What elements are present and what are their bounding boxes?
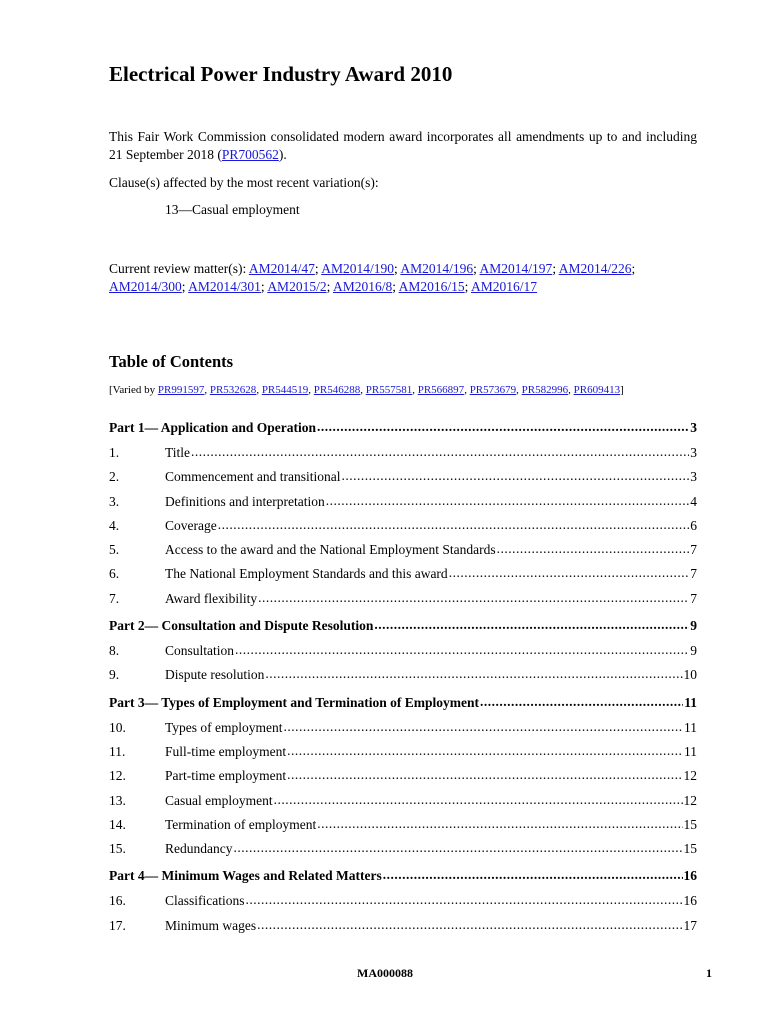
toc-leader-dots: [374, 617, 689, 633]
toc-leader-dots: [235, 642, 689, 658]
toc-item-number: 9.: [109, 667, 120, 683]
toc-item-label: The National Employment Standards and this award: [165, 566, 448, 582]
toc-item-row[interactable]: [109, 793, 697, 817]
toc-item-number: 15.: [109, 841, 126, 857]
toc-page-number: 16: [683, 893, 697, 909]
toc-item-row[interactable]: [109, 667, 697, 691]
varied-link[interactable]: PR532628: [209, 384, 257, 396]
toc-item-row[interactable]: [109, 445, 697, 469]
link-separator: ;: [552, 261, 559, 276]
toc-leader-dots: [258, 590, 689, 606]
varied-link[interactable]: PR609413: [573, 384, 621, 396]
toc-part-label: Part 3— Types of Employment and Termination of Employment: [109, 694, 480, 710]
toc-page-number: 10: [683, 667, 697, 683]
toc-leader-dots: [265, 666, 682, 682]
toc-item-label: Full-time employment: [165, 743, 287, 759]
toc-item-number: 3.: [109, 493, 120, 509]
toc-page-number: 11: [684, 743, 697, 759]
toc-part-row[interactable]: [109, 618, 697, 643]
footer-page-number: 1: [706, 966, 712, 980]
intro-text: This Fair Work Commission consolidated modern award incorporates all amendments up to and including 21 September 2018 (: [109, 129, 697, 162]
toc-page-number: 15: [683, 841, 697, 857]
link-separator: ;: [392, 279, 399, 294]
varied-link[interactable]: PR566897: [417, 384, 465, 396]
link-separator: ;: [464, 279, 472, 294]
toc-item-label: Casual employment: [165, 792, 273, 808]
toc-item-row[interactable]: [109, 542, 697, 566]
toc-item-row[interactable]: [109, 518, 697, 542]
intro-paragraph: [109, 128, 697, 164]
toc-item-row[interactable]: [109, 817, 697, 841]
toc-page-number: 4: [690, 493, 697, 509]
affected-clause: 13—Casual employment: [165, 202, 300, 217]
review-matters: [109, 260, 697, 296]
link-separator: ,: [308, 384, 314, 396]
varied-link[interactable]: PR557581: [365, 384, 413, 396]
toc-item-number: 12.: [109, 768, 126, 784]
toc-leader-dots: [246, 892, 683, 908]
toc-part-label: Part 2— Consultation and Dispute Resolution: [109, 618, 374, 634]
toc-item-label: Part-time employment: [165, 768, 287, 784]
link-separator: ,: [256, 384, 262, 396]
link-separator: ,: [464, 384, 470, 396]
toc-leader-dots: [341, 468, 689, 484]
link-separator: ;: [260, 279, 268, 294]
footer-award-code: MA000088: [357, 966, 413, 980]
toc-page-number: 12: [683, 768, 697, 784]
review-link[interactable]: AM2014/197: [479, 261, 553, 276]
toc-page-number: 7: [690, 590, 697, 606]
toc-item-number: 2.: [109, 469, 120, 485]
toc-leader-dots: [287, 743, 683, 759]
varied-link[interactable]: PR546288: [313, 384, 361, 396]
toc-item-number: 10.: [109, 719, 126, 735]
toc-leader-dots: [191, 444, 689, 460]
review-link[interactable]: AM2014/301: [188, 279, 261, 294]
toc-leader-dots: [284, 719, 683, 735]
varied-link[interactable]: PR991597: [157, 384, 205, 396]
toc-item-number: 7.: [109, 590, 120, 606]
toc-page-number: 9: [690, 618, 697, 634]
toc-page-number: 3: [690, 469, 697, 485]
toc-page-number: 3: [690, 445, 697, 460]
review-link[interactable]: AM2016/17: [471, 279, 538, 294]
toc-item-number: 6.: [109, 566, 120, 582]
toc-leader-dots: [287, 767, 682, 783]
varied-link[interactable]: PR544519: [261, 384, 309, 396]
link-separator: ;: [326, 279, 333, 294]
toc-leader-dots: [497, 541, 690, 557]
toc-item-row[interactable]: [109, 494, 697, 518]
toc-item-row[interactable]: [109, 893, 697, 917]
toc-item-number: 8.: [109, 643, 120, 659]
toc-item-label: Consultation: [165, 643, 235, 659]
toc-item-label: Termination of employment: [165, 816, 317, 832]
toc-item-label: Award flexibility: [165, 590, 258, 606]
link-separator: ,: [204, 384, 210, 396]
toc-item-row[interactable]: [109, 918, 697, 942]
toc-item-number: 16.: [109, 893, 126, 909]
toc-item-number: 1.: [109, 445, 120, 460]
review-link[interactable]: AM2016/15: [398, 279, 465, 294]
toc-item-label: Dispute resolution: [165, 667, 265, 683]
toc-page-number: 7: [690, 566, 697, 582]
toc-item-row[interactable]: [109, 841, 697, 865]
toc-item-row[interactable]: [109, 643, 697, 667]
toc-page-number: 17: [683, 917, 697, 933]
link-separator: ,: [568, 384, 574, 396]
toc-leader-dots: [383, 867, 683, 883]
toc-item-label: Definitions and interpretation: [165, 493, 325, 509]
document-title: Electrical Power Industry Award 2010: [109, 62, 453, 86]
intro-link[interactable]: PR700562: [221, 147, 279, 162]
review-link[interactable]: AM2016/8: [332, 279, 393, 294]
varied-link[interactable]: PR573679: [469, 384, 517, 396]
toc-item-row[interactable]: [109, 469, 697, 493]
toc-page-number: 11: [684, 719, 697, 735]
toc-item-label: Access to the award and the National Employment Standards: [165, 542, 496, 558]
toc-page-number: 6: [690, 517, 697, 533]
review-label: Current review matter(s):: [109, 261, 249, 276]
link-separator: ,: [360, 384, 366, 396]
table-of-contents: [109, 420, 697, 942]
link-separator: ;: [181, 279, 189, 294]
toc-leader-dots: [480, 694, 683, 710]
toc-item-label: Title: [165, 445, 191, 460]
affected-label: Clause(s) affected by the most recent variation(s):: [109, 175, 379, 190]
toc-item-number: 4.: [109, 517, 120, 533]
toc-item-label: Redundancy: [165, 841, 233, 857]
review-link[interactable]: AM2014/226: [558, 261, 632, 276]
toc-leader-dots: [257, 917, 682, 933]
toc-leader-dots: [218, 517, 690, 533]
link-separator: ,: [412, 384, 418, 396]
toc-page-number: 11: [684, 694, 697, 710]
toc-leader-dots: [317, 816, 682, 832]
toc-item-label: Classifications: [165, 893, 245, 909]
link-separator: ;: [631, 261, 636, 276]
review-link[interactable]: AM2014/300: [109, 279, 182, 294]
review-link[interactable]: AM2014/190: [321, 261, 394, 276]
review-link[interactable]: AM2015/2: [267, 279, 327, 294]
toc-item-label: Types of employment: [165, 719, 283, 735]
toc-part-label: Part 4— Minimum Wages and Related Matters: [109, 868, 382, 884]
toc-leader-dots: [233, 840, 682, 856]
toc-item-label: Coverage: [165, 517, 217, 533]
toc-leader-dots: [317, 419, 689, 435]
link-separator: ;: [473, 261, 480, 276]
toc-item-row[interactable]: [109, 768, 697, 792]
varied-link[interactable]: PR582996: [521, 384, 569, 396]
toc-page-number: 7: [690, 542, 697, 558]
toc-leader-dots: [449, 565, 690, 581]
toc-page-number: 9: [690, 643, 697, 659]
review-link[interactable]: AM2014/47: [248, 261, 315, 276]
review-link[interactable]: AM2014/196: [400, 261, 474, 276]
toc-item-row[interactable]: [109, 566, 697, 590]
varied-suffix: ]: [620, 384, 624, 396]
link-separator: ;: [314, 261, 322, 276]
toc-item-row[interactable]: [109, 744, 697, 768]
link-separator: ,: [516, 384, 522, 396]
toc-item-number: 17.: [109, 917, 126, 933]
toc-leader-dots: [274, 792, 683, 808]
toc-leader-dots: [326, 493, 690, 509]
toc-part-row[interactable]: [109, 420, 697, 445]
toc-page-number: 12: [683, 792, 697, 808]
toc-title: Table of Contents: [109, 352, 234, 371]
toc-item-label: Minimum wages: [165, 917, 257, 933]
toc-page-number: 3: [690, 420, 697, 435]
toc-item-number: 14.: [109, 816, 126, 832]
varied-prefix: [Varied by: [109, 384, 158, 396]
link-separator: ;: [394, 261, 401, 276]
toc-part-label: Part 1— Application and Operation: [109, 420, 317, 435]
toc-item-row[interactable]: [109, 720, 697, 744]
toc-item-number: 5.: [109, 542, 120, 558]
varied-by: [109, 383, 697, 398]
toc-part-row[interactable]: [109, 868, 697, 893]
toc-part-row[interactable]: [109, 695, 697, 720]
toc-page-number: 16: [683, 868, 697, 884]
toc-item-number: 13.: [109, 792, 126, 808]
toc-item-row[interactable]: [109, 591, 697, 615]
toc-item-label: Commencement and transitional: [165, 469, 341, 485]
toc-item-number: 11.: [109, 743, 126, 759]
toc-page-number: 15: [683, 816, 697, 832]
intro-suffix: ).: [278, 147, 287, 162]
